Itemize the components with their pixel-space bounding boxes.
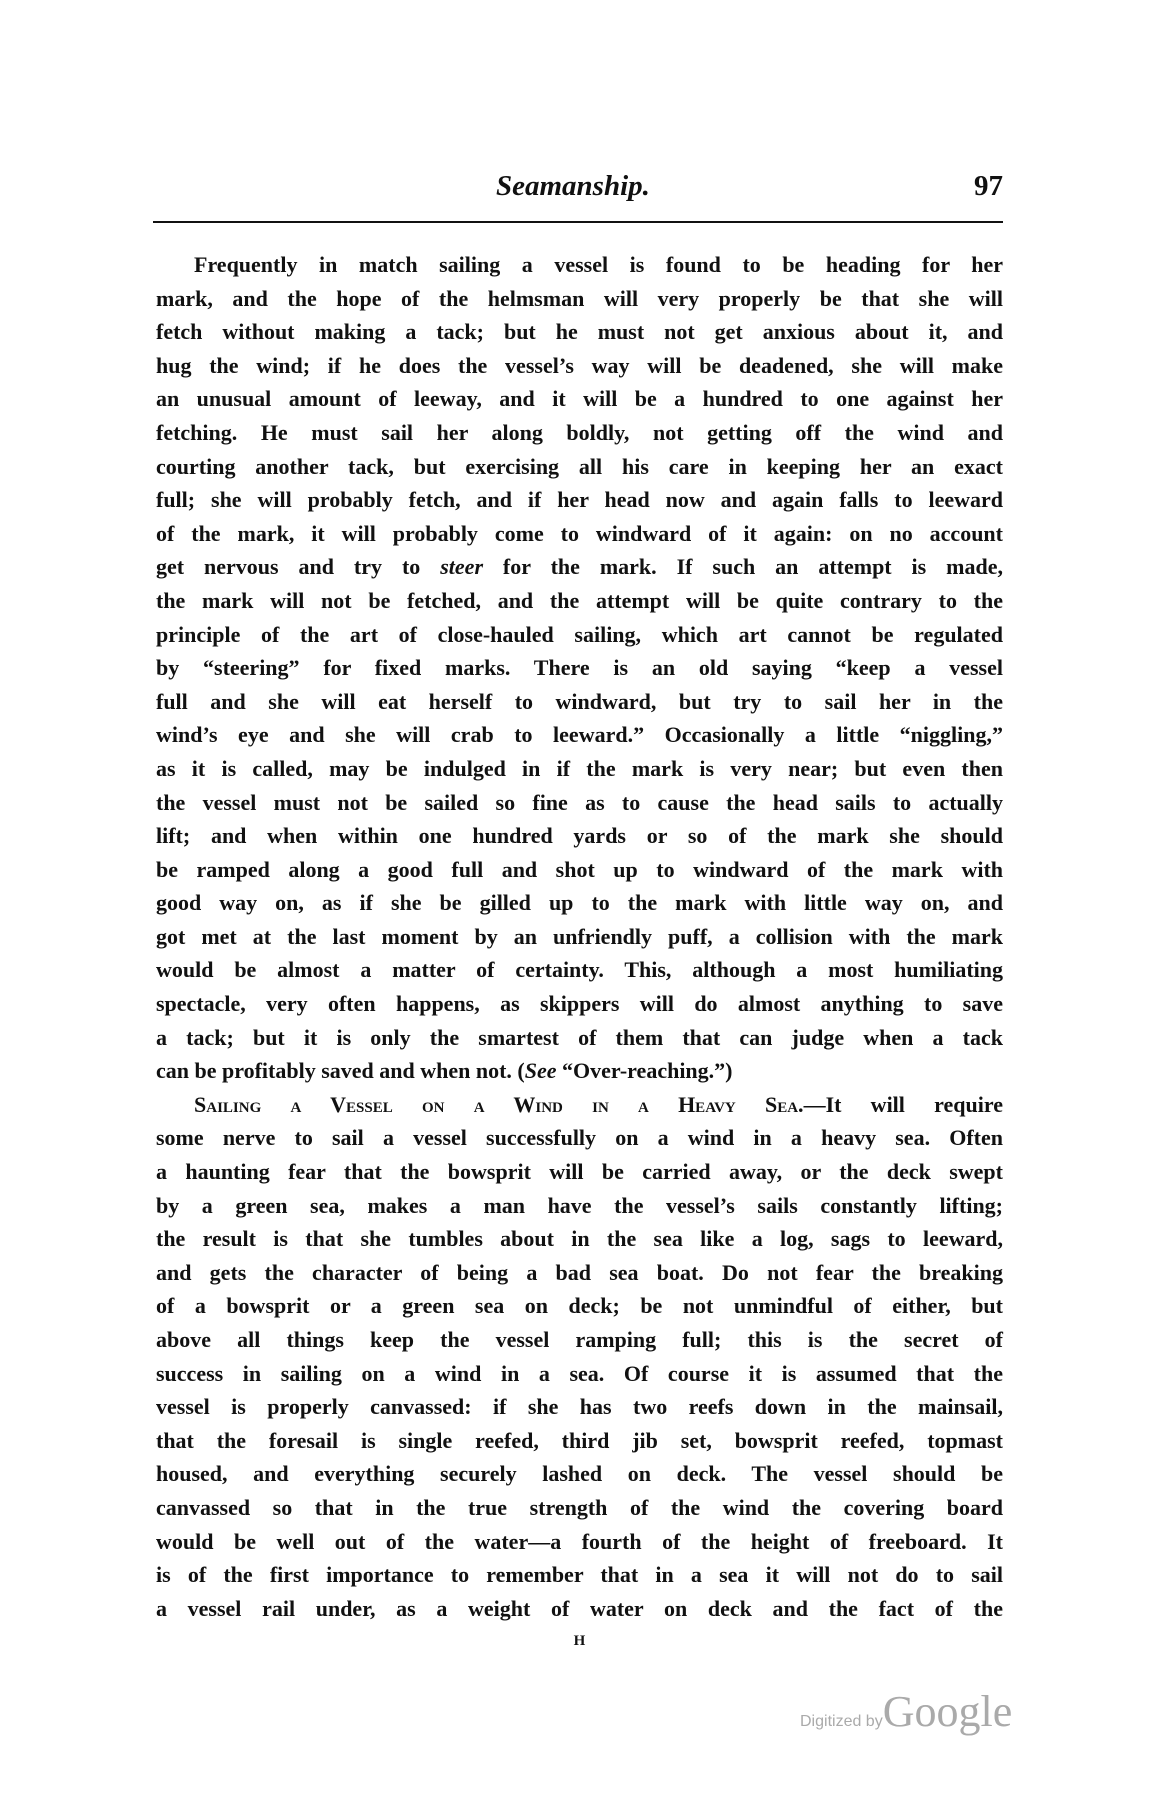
text-line	[156, 685, 1003, 719]
text-line	[156, 517, 1003, 551]
text-segment: is of the first importance to remember that in a sea it will not do to sail	[156, 1562, 1003, 1588]
text-segment: the result is that she tumbles about in the sea like a log, sags to leeward,	[156, 1226, 1003, 1252]
text-segment: courting another tack, but exercising all his care in keeping her an exact	[156, 453, 1003, 479]
running-head-title: Seamanship.	[496, 170, 650, 202]
text-line	[156, 1457, 1003, 1491]
text-line	[156, 1592, 1003, 1626]
text-line	[156, 786, 1003, 820]
text-line	[156, 1222, 1003, 1256]
text-segment: principle of the art of close-hauled sailing, which art cannot be regulated	[156, 621, 1003, 647]
text-segment: would be almost a matter of certainty. This, although a most humiliating	[156, 957, 1003, 983]
text-line	[156, 752, 1003, 786]
text-segment: vessel is properly canvassed: if she has two reefs down in the mainsail,	[156, 1394, 1003, 1420]
watermark-brand: Google	[882, 1687, 1013, 1737]
text-line	[156, 1323, 1003, 1357]
text-line	[156, 349, 1003, 383]
text-line	[156, 1189, 1003, 1223]
text-segment: above all things keep the vessel ramping full; this is the secret of	[156, 1327, 1003, 1352]
text-segment: lift; and when within one hundred yards or so of the mark she should	[156, 823, 1003, 849]
text-segment: by “steering” for fixed marks. There is an old saying “keep a vessel	[156, 655, 1003, 681]
text-segment: and gets the character of being a bad sea boat. Do not fear the breaking	[156, 1259, 1003, 1285]
text-segment: a vessel rail under, as a weight of water on deck and the fact of the	[156, 1595, 1003, 1621]
text-segment: full; she will probably fetch, and if her head now and again falls to leeward	[156, 487, 1003, 513]
text-line	[156, 1424, 1003, 1458]
text-line	[156, 1558, 1003, 1592]
text-segment: for the mark. If such an attempt is made,	[483, 554, 1003, 580]
header-rule	[153, 221, 1003, 223]
text-segment: success in sailing on a wind in a sea. Of course it is assumed that the	[156, 1360, 1003, 1386]
italic-text: steer	[440, 554, 483, 580]
text-segment: full and she will eat herself to windward, but try to sail her in the	[156, 688, 1003, 714]
text-segment: mark, and the hope of the helmsman will very properly be that she will	[156, 285, 1003, 311]
text-line	[156, 1021, 1003, 1055]
text-line	[156, 718, 1003, 752]
text-line	[156, 987, 1003, 1021]
text-segment: be ramped along a good full and shot up to windward of the mark with	[156, 856, 1003, 882]
text-line	[156, 953, 1003, 987]
text-segment: got met at the last moment by an unfriendly puff, a collision with the mark	[156, 923, 1003, 949]
text-segment: of a bowsprit or a green sea on deck; be not unmindful of either, but	[156, 1293, 1003, 1319]
text-line	[156, 584, 1003, 618]
google-watermark	[800, 1687, 1013, 1747]
text-line	[156, 1054, 1003, 1088]
text-line	[156, 1289, 1003, 1323]
text-line	[156, 1256, 1003, 1290]
text-line	[156, 853, 1003, 887]
watermark-prefix: Digitized by	[800, 1713, 883, 1731]
text-line	[156, 1357, 1003, 1391]
page-column	[156, 248, 1013, 1747]
text-segment: good way on, as if she be gilled up to the mark with little way on, and	[156, 890, 1003, 916]
text-segment: canvassed so that in the true strength of the wind the covering board	[156, 1494, 1003, 1520]
text-line	[156, 382, 1003, 416]
text-line	[156, 315, 1003, 349]
section-heading: Sailing a Vessel on a Wind in a Heavy Sea.	[194, 1091, 804, 1117]
body-text	[156, 248, 1003, 1625]
text-segment: some nerve to sail a vessel successfully on a wind in a heavy sea. Often	[156, 1125, 1003, 1151]
text-segment: get nervous and try to	[156, 554, 441, 580]
text-line	[156, 282, 1003, 316]
text-line	[156, 886, 1003, 920]
text-segment: a tack; but it is only the smartest of them that can judge when a tack	[156, 1024, 1003, 1050]
text-segment: that the foresail is single reefed, third jib set, bowsprit reefed, topmast	[156, 1427, 1003, 1453]
text-segment: can be profitably saved and when not. (	[156, 1058, 525, 1084]
text-segment: by a green sea, makes a man have the vessel’s sails constantly lifting;	[156, 1192, 1003, 1218]
text-line	[156, 651, 1003, 685]
text-line	[156, 1121, 1003, 1155]
text-line	[156, 248, 1003, 282]
running-head	[156, 170, 1003, 210]
text-segment: of the mark, it will probably come to windward of it again: on no account	[156, 520, 1003, 546]
text-segment: spectacle, very often happens, as skippers will do almost anything to save	[156, 991, 1003, 1017]
text-segment: a haunting fear that the bowsprit will be carried away, or the deck swept	[156, 1159, 1003, 1185]
text-line	[156, 550, 1003, 584]
text-line	[156, 416, 1003, 450]
text-line	[156, 920, 1003, 954]
text-line	[156, 819, 1003, 853]
text-segment: an unusual amount of leeway, and it will be a hundred to one against her	[156, 386, 1003, 412]
text-segment: the mark will not be fetched, and the attempt will be quite contrary to the	[156, 587, 1003, 613]
page-number: 97	[974, 170, 1003, 202]
text-segment: would be well out of the water—a fourth of the height of freeboard. It	[156, 1528, 1003, 1554]
text-segment: Frequently in match sailing a vessel is found to be heading for her	[194, 252, 1003, 277]
text-line	[156, 1088, 1003, 1122]
text-segment: hug the wind; if he does the vessel’s way will be deadened, she will make	[156, 352, 1003, 378]
text-segment: housed, and everything securely lashed on deck. The vessel should be	[156, 1461, 1003, 1487]
text-line	[156, 483, 1003, 517]
text-line	[156, 1155, 1003, 1189]
text-segment: —It will require	[803, 1091, 1003, 1117]
text-segment: the vessel must not be sailed so fine as to cause the head sails to actually	[156, 789, 1003, 815]
text-line	[156, 450, 1003, 484]
italic-text: See	[524, 1058, 557, 1084]
text-segment: fetch without making a tack; but he must not get anxious about it, and	[156, 319, 1003, 345]
text-line	[156, 1491, 1003, 1525]
text-line	[156, 1390, 1003, 1424]
text-segment: fetching. He must sail her along boldly, not getting off the wind and	[156, 419, 1003, 445]
text-line	[156, 1525, 1003, 1559]
text-segment: “Over-reaching.”)	[556, 1058, 733, 1084]
text-segment: as it is called, may be indulged in if the mark is very near; but even then	[156, 755, 1003, 781]
signature-mark: H	[573, 1633, 586, 1650]
text-line	[156, 618, 1003, 652]
text-segment: wind’s eye and she will crab to leeward.” Occasionally a little “niggling,”	[156, 722, 1003, 748]
